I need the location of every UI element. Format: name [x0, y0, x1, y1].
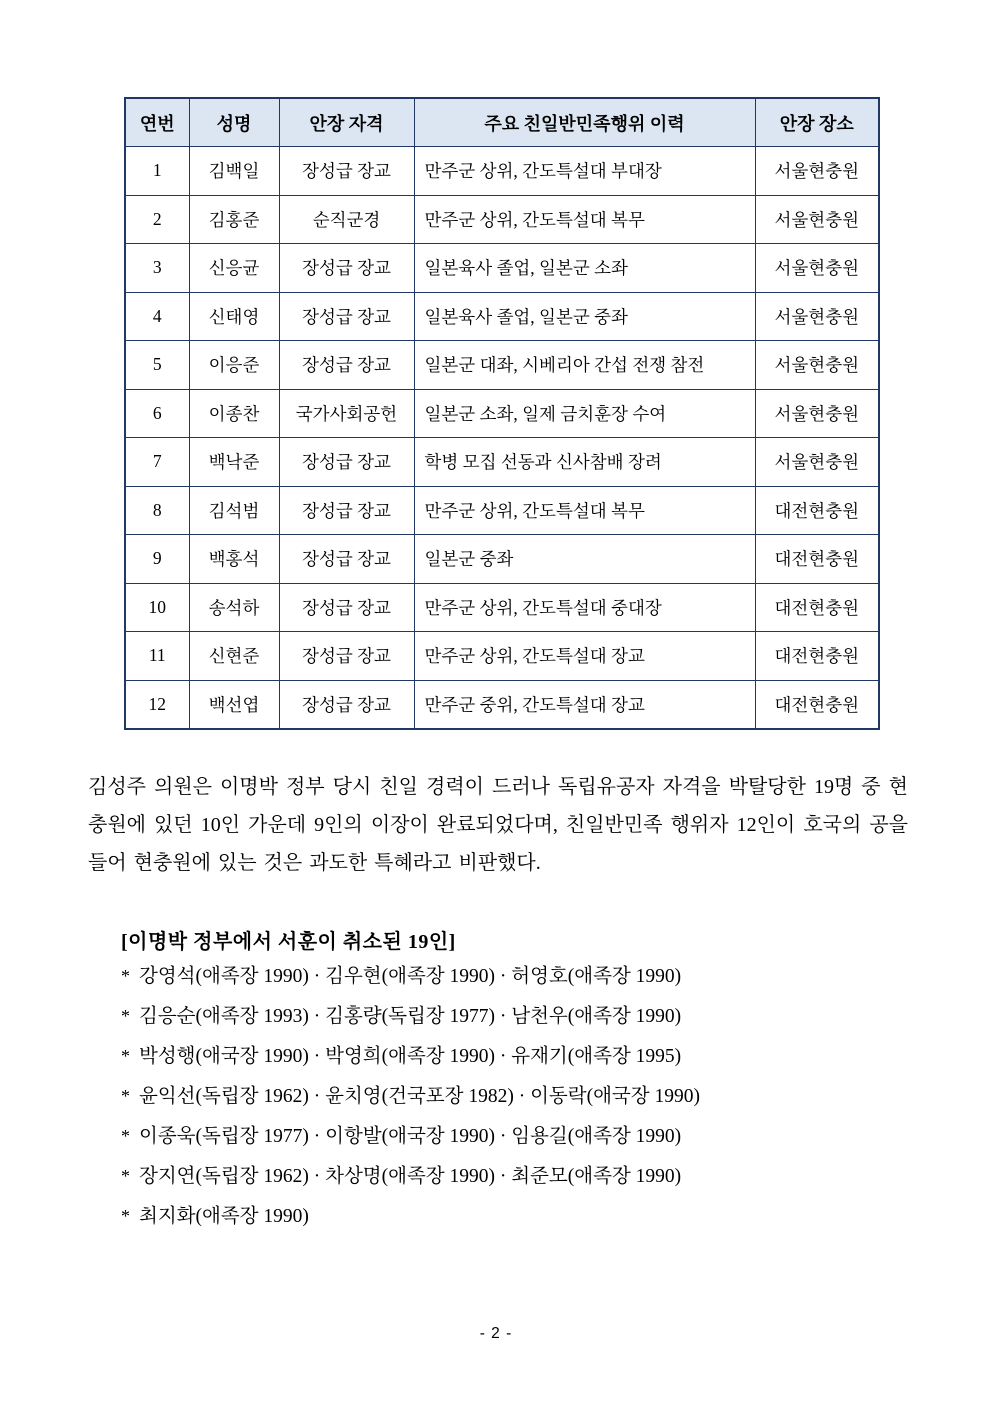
table-row: [125, 583, 879, 632]
table-cell: 일본군 대좌, 시베리아 간섭 전쟁 참전: [414, 341, 755, 390]
table-cell: 6: [125, 389, 189, 438]
list-item: [121, 1076, 911, 1116]
table-cell: 대전현충원: [755, 535, 879, 584]
table-cell: 서울현충원: [755, 147, 879, 196]
table-cell: 1: [125, 147, 189, 196]
asterisk-bullet: *: [121, 1046, 130, 1066]
asterisk-bullet: *: [121, 966, 130, 986]
table-cell: 4: [125, 292, 189, 341]
body-paragraph: 김성주 의원은 이명박 정부 당시 친일 경력이 드러나 독립유공자 자격을 박탈당한 19명 중 현충원에 있던 10인 가운데 9인의 이장이 완료되었다며, 친일반민족 행위자 12인이 호국의 공을 들어 현충원에 있는 것은 과도한 특혜라고 비판했다.: [88, 776, 908, 874]
revoked-list: [121, 956, 911, 1236]
table-row: [125, 680, 879, 729]
table-cell: 5: [125, 341, 189, 390]
list-item-text: 장지연(독립장 1962) · 차상명(애족장 1990) · 최준모(애족장 1990): [139, 1166, 682, 1187]
table-row: [125, 341, 879, 390]
table-cell: 서울현충원: [755, 341, 879, 390]
table-cell: 만주군 상위, 간도특설대 중대장: [414, 583, 755, 632]
asterisk-bullet: *: [121, 1086, 130, 1106]
table-cell: 만주군 상위, 간도특설대 복무: [414, 195, 755, 244]
list-item: [121, 956, 911, 996]
table-cell: 일본육사 졸업, 일본군 중좌: [414, 292, 755, 341]
table-cell: 장성급 장교: [279, 438, 414, 487]
table-cell: 8: [125, 486, 189, 535]
table-cell: 장성급 장교: [279, 292, 414, 341]
table-cell: 백홍석: [189, 535, 279, 584]
table-cell: 11: [125, 632, 189, 681]
table-cell: 만주군 상위, 간도특설대 부대장: [414, 147, 755, 196]
table-row: [125, 244, 879, 293]
asterisk-bullet: *: [121, 1006, 130, 1026]
list-item: [121, 1196, 911, 1236]
list-item: [121, 1036, 911, 1076]
table-cell: 김석범: [189, 486, 279, 535]
table-header-cell: 연번: [125, 98, 189, 147]
asterisk-bullet: *: [121, 1206, 130, 1226]
table-row: [125, 438, 879, 487]
table-body: [125, 147, 879, 729]
list-item-text: 강영석(애족장 1990) · 김우현(애족장 1990) · 허영호(애족장 1990): [139, 966, 682, 987]
table-cell: 서울현충원: [755, 195, 879, 244]
list-item-text: 박성행(애국장 1990) · 박영희(애족장 1990) · 유재기(애족장 1995): [139, 1046, 682, 1067]
table-cell: 12: [125, 680, 189, 729]
table-cell: 만주군 중위, 간도특설대 장교: [414, 680, 755, 729]
list-item: [121, 996, 911, 1036]
table-row: [125, 389, 879, 438]
table-cell: 백선엽: [189, 680, 279, 729]
table-cell: 대전현충원: [755, 680, 879, 729]
table-cell: 대전현충원: [755, 583, 879, 632]
list-item-text: 윤익선(독립장 1962) · 윤치영(건국포장 1982) · 이동락(애국장 1990): [139, 1086, 700, 1107]
table-cell: 송석하: [189, 583, 279, 632]
table-cell: 서울현충원: [755, 244, 879, 293]
list-item-text: 최지화(애족장 1990): [139, 1206, 309, 1227]
table-cell: 장성급 장교: [279, 535, 414, 584]
table-cell: 9: [125, 535, 189, 584]
list-item-text: 이종욱(독립장 1977) · 이항발(애국장 1990) · 임용길(애족장 1990): [139, 1126, 682, 1147]
table-cell: 장성급 장교: [279, 486, 414, 535]
table-row: [125, 632, 879, 681]
table-cell: 장성급 장교: [279, 341, 414, 390]
table-cell: 이응준: [189, 341, 279, 390]
table-cell: 7: [125, 438, 189, 487]
table-cell: 신응균: [189, 244, 279, 293]
list-item: [121, 1156, 911, 1196]
table-cell: 10: [125, 583, 189, 632]
table-cell: 3: [125, 244, 189, 293]
table-cell: 만주군 상위, 간도특설대 복무: [414, 486, 755, 535]
table-cell: 일본군 중좌: [414, 535, 755, 584]
table-header-cell: 성명: [189, 98, 279, 147]
table-row: [125, 195, 879, 244]
table-row: [125, 535, 879, 584]
table-cell: 장성급 장교: [279, 244, 414, 293]
table-cell: 장성급 장교: [279, 583, 414, 632]
table-cell: 이종찬: [189, 389, 279, 438]
table-row: [125, 292, 879, 341]
list-item: [121, 1116, 911, 1156]
table-cell: 김백일: [189, 147, 279, 196]
table-cell: 국가사회공헌: [279, 389, 414, 438]
table-cell: 대전현충원: [755, 486, 879, 535]
table-cell: 학병 모집 선동과 신사참배 장려: [414, 438, 755, 487]
list-item-text: 김응순(애족장 1993) · 김홍량(독립장 1977) · 남천우(애족장 1990): [139, 1006, 682, 1027]
page-number: - 2 -: [479, 1325, 513, 1342]
revoked-list-heading: [이명박 정부에서 서훈이 취소된 19인]: [121, 931, 456, 953]
asterisk-bullet: *: [121, 1166, 130, 1186]
table-cell: 대전현충원: [755, 632, 879, 681]
table-header-cell: 주요 친일반민족행위 이력: [414, 98, 755, 147]
table-cell: 신현준: [189, 632, 279, 681]
table-cell: 장성급 장교: [279, 147, 414, 196]
table-row: [125, 147, 879, 196]
table-cell: 일본육사 졸업, 일본군 소좌: [414, 244, 755, 293]
burial-table: [124, 97, 880, 730]
table-cell: 장성급 장교: [279, 680, 414, 729]
table-header-cell: 안장 자격: [279, 98, 414, 147]
table-cell: 서울현충원: [755, 292, 879, 341]
table-cell: 백낙준: [189, 438, 279, 487]
table-cell: 2: [125, 195, 189, 244]
table-cell: 김홍준: [189, 195, 279, 244]
table-cell: 신태영: [189, 292, 279, 341]
table-row: [125, 486, 879, 535]
table-cell: 장성급 장교: [279, 632, 414, 681]
table-cell: 서울현충원: [755, 389, 879, 438]
table-cell: 만주군 상위, 간도특설대 장교: [414, 632, 755, 681]
table-cell: 일본군 소좌, 일제 금치훈장 수여: [414, 389, 755, 438]
table-cell: 서울현충원: [755, 438, 879, 487]
table-cell: 순직군경: [279, 195, 414, 244]
asterisk-bullet: *: [121, 1126, 130, 1146]
table-header-cell: 안장 장소: [755, 98, 879, 147]
table-header-row: [125, 98, 879, 147]
